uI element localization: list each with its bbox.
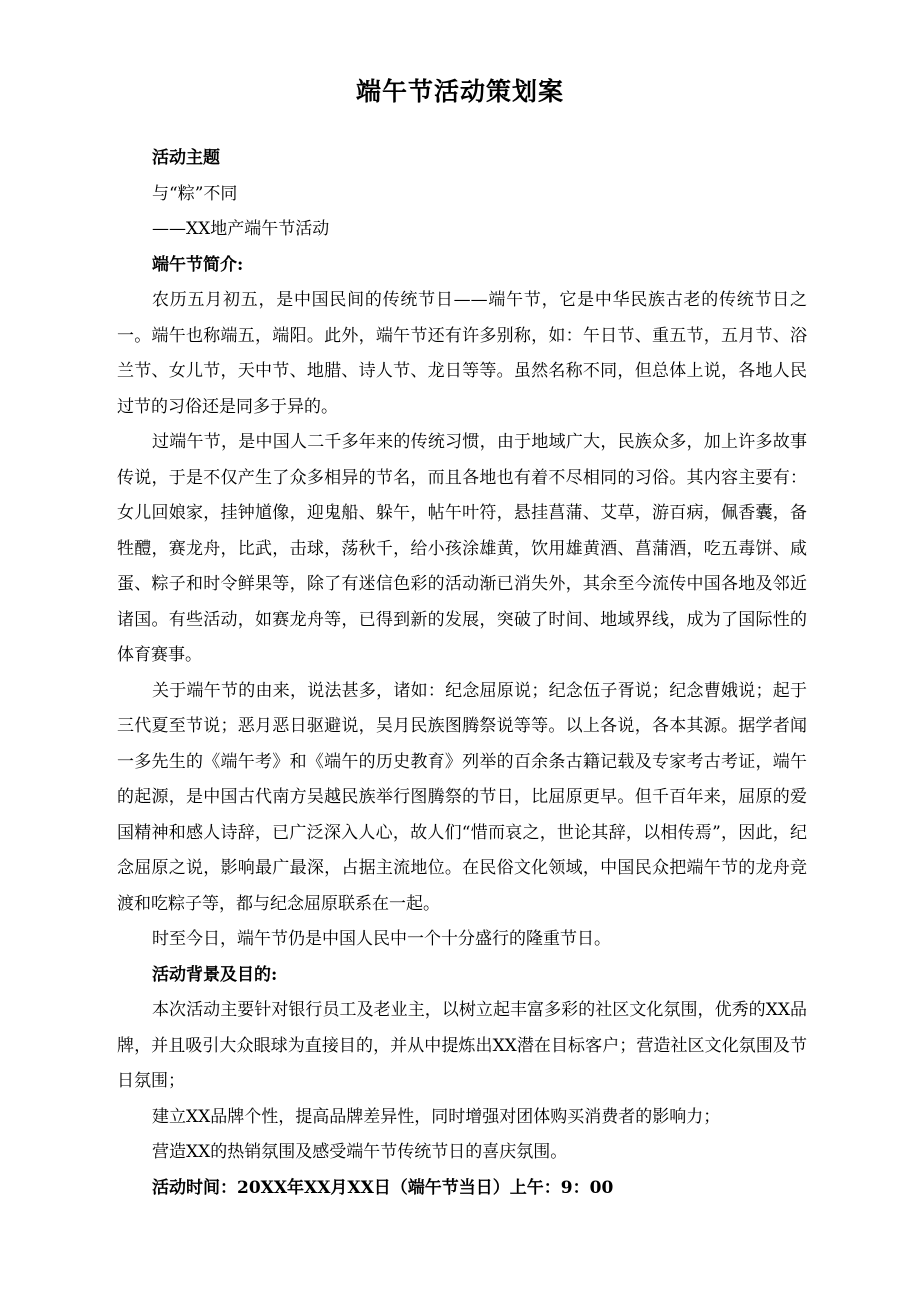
background-heading: 活动背景及目的: [152, 964, 278, 985]
background-paragraph: 建立XX品牌个性，提高品牌差异性，同时增强对团体购买消费者的影响力； [152, 1106, 721, 1127]
intro-paragraph: 时至今日，端午节仍是中国人民中一个十分盛行的隆重节日。 [152, 929, 611, 949]
document-body [117, 141, 807, 1206]
intro-paragraph: 关于端午节的由来，说法甚多，诸如：纪念屈原说；纪念伍子胥说；纪念曹娥说；起于三代夏至节说；恶月恶日驱避说，吴月民族图腾祭说等等。以上各说，各本其源。据学者闻一多先生的《端午考》和《端午的历史教育》列举的百余条古籍记载及专家考古考证，端午的起源，是中国古代南方吴越民族举行图腾祭的节日，比屈原更早。但千百年来，屈原的爱国精神和感人诗辞，已广泛深入人心，故人们“惜而哀之，世论其辞，以相传焉”，因此，纪念屈原之说，影响最广最深，占据主流地位。在民俗文化领域，中国民众把端午节的龙舟竞渡和吃粽子等，都与纪念屈原联系在一起。 [117, 680, 807, 914]
theme-heading: 活动主题 [152, 148, 220, 168]
theme-line: 与“粽”不同 [152, 183, 238, 204]
theme-subtitle: ——XX地产端午节活动 [152, 219, 330, 239]
intro-paragraph: 农历五月初五，是中国民间的传统节日——端午节，它是中华民族古老的传统节日之一。端午也称端五，端阳。此外，端午节还有许多别称，如：午日节、重五节，五月节、浴兰节、女儿节，天中节、地腊、诗人节、龙日等等。虽然名称不同，但总体上说，各地人民过节的习俗还是同多于异的。 [117, 290, 807, 417]
document-title: 端午节活动策划案 [355, 77, 564, 106]
background-paragraph: 本次活动主要针对银行员工及老业主，以树立起丰富多彩的社区文化氛围，优秀的XX品牌，并且吸引大众眼球为直接目的，并从中提炼出XX潜在目标客户；营造社区文化氛围及节日氛围； [117, 1000, 807, 1091]
intro-paragraph: 过端午节，是中国人二千多年来的传统习惯，由于地域广大，民族众多，加上许多故事传说，于是不仅产生了众多相异的节名，而且各地也有着不尽相同的习俗。其内容主要有：女儿回娘家，挂钟馗像，迎鬼船、躲午，帖午叶符，悬挂菖蒲、艾草，游百病，佩香囊，备牲醴，赛龙舟，比武，击球，荡秋千，给小孩涂雄黄，饮用雄黄酒、菖蒲酒，吃五毒饼、咸蛋、粽子和时令鲜果等，除了有迷信色彩的活动渐已消失外，其余至今流传中国各地及邻近诸国。有些活动，如赛龙舟等，已得到新的发展，突破了时间、地域界线，成为了国际性的体育赛事。 [117, 432, 807, 665]
intro-heading: 端午节简介: [152, 254, 244, 275]
background-paragraph: 营造XX的热销氛围及感受端午节传统节日的喜庆氛围。 [152, 1142, 568, 1162]
activity-time: 活动时间：20XX年XX月XX日（端午节当日）上午：9：00 [152, 1177, 614, 1198]
